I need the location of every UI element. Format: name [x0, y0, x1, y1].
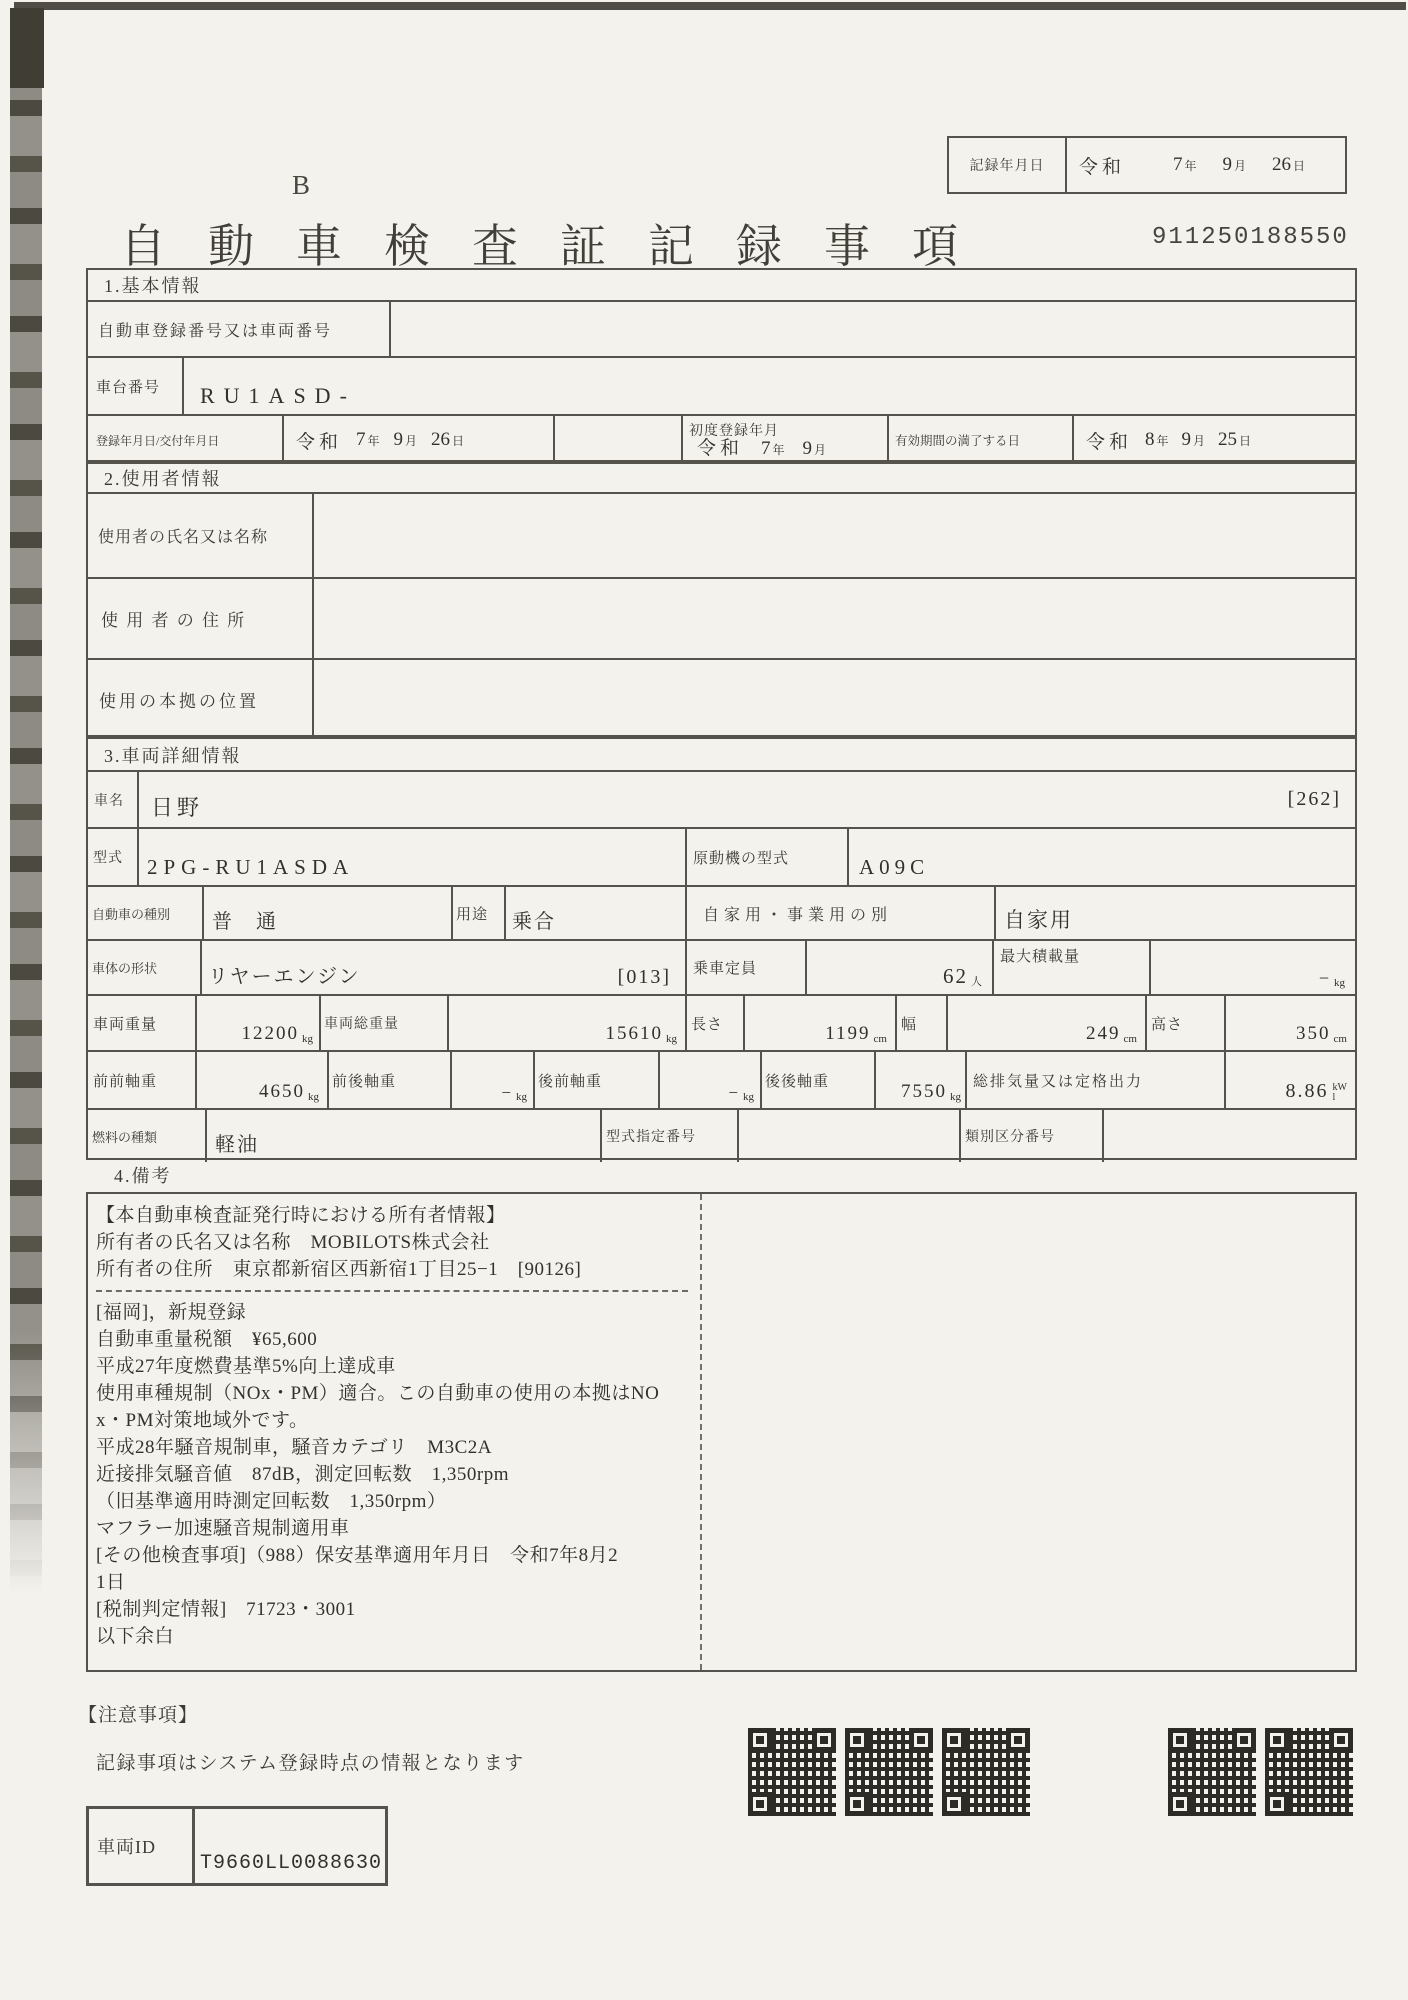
registration-number-label: 自動車登録番号又は車両番号: [98, 322, 333, 340]
month: 9: [393, 429, 404, 450]
base-location-label: 使用の本拠の位置: [99, 692, 259, 711]
qr-code: [942, 1728, 1030, 1816]
user-address-row: [88, 577, 1355, 658]
record-date-box: [947, 136, 1347, 194]
vehicle-id-box: [86, 1806, 388, 1886]
vehicle-weight-label: 車両重量: [93, 1016, 158, 1033]
day: 26: [431, 429, 451, 450]
front-front-axle-label: 前前軸重: [93, 1073, 158, 1090]
chassis-number-label: 車台番号: [96, 379, 161, 396]
month: 9: [802, 438, 813, 459]
width-value: 249: [1086, 1023, 1121, 1044]
remarks-separator: [96, 1290, 688, 1292]
scan-left-band-fade: [8, 1330, 46, 1660]
section2-heading: 2.使用者情報: [104, 469, 222, 489]
vehicle-id-value: T9660LL0088630: [200, 1852, 383, 1875]
qr-finder-icon: [812, 1728, 836, 1752]
qr-finder-icon: [942, 1728, 966, 1752]
month-unit: 月: [405, 434, 418, 448]
type-cert-number-label: 型式指定番号: [606, 1130, 696, 1145]
day: 25: [1218, 429, 1238, 450]
remark-line: 【本自動車検査証発行時における所有者情報】: [96, 1205, 506, 1226]
qr-finder-icon: [748, 1728, 772, 1752]
month: 9: [1181, 429, 1192, 450]
first-registration-label: 初度登録年月: [689, 424, 779, 439]
remarks-text: [96, 1202, 692, 1650]
rear-rear-axle-label: 後後軸重: [765, 1073, 830, 1090]
chassis-number-row: [88, 356, 1355, 414]
remark-line: 所有者の氏名又は名称 MOBILOTS株式会社: [96, 1232, 490, 1253]
remark-line: 自動車重量税額 ¥65,600: [96, 1329, 318, 1350]
max-load-unit: kg: [1334, 977, 1345, 989]
fuel-row: [88, 1108, 1355, 1162]
model-label: 型式: [93, 851, 123, 866]
length-value: 1199: [825, 1023, 871, 1044]
year-unit: 年: [367, 434, 380, 448]
remark-line: 近接排気騒音値 87dB，測定回転数 1,350rpm: [96, 1464, 510, 1485]
qr-code: [1168, 1728, 1256, 1816]
era: 令和: [697, 438, 744, 459]
displacement-unit-l: l: [1332, 1092, 1336, 1103]
vehicle-kind-value: 普 通: [212, 911, 278, 933]
seating-capacity-unit: 人: [971, 976, 982, 988]
vehicle-kind-row: [88, 885, 1355, 939]
qr-finder-icon: [942, 1792, 966, 1816]
use-value: 乗合: [512, 911, 556, 933]
model-value: 2PG-RU1ASDA: [147, 855, 355, 879]
vehicle-weight-unit: kg: [302, 1033, 313, 1045]
remark-line: 所有者の住所 東京都新宿区西新宿1丁目25−1 [90126]: [96, 1259, 582, 1280]
qr-finder-icon: [1329, 1728, 1353, 1752]
length-label: 長さ: [691, 1016, 724, 1033]
qr-finder-icon: [1265, 1728, 1289, 1752]
remark-line: [その他検査事項]（988）保安基準適用年月日 令和7年8月2: [96, 1545, 619, 1566]
model-row: [88, 827, 1355, 885]
max-load-label: 最大積載量: [1000, 949, 1081, 965]
qr-finder-icon: [1232, 1728, 1256, 1752]
remark-line: [税制判定情報] 71723・3001: [96, 1599, 356, 1620]
rear-front-axle-unit: kg: [743, 1091, 754, 1103]
engine-model-value: A09C: [859, 855, 930, 879]
vehicle-kind-label: 自動車の種別: [92, 906, 171, 922]
scan-top-edge: [14, 2, 1406, 10]
section3-heading: 3.車両詳細情報: [104, 745, 242, 766]
remark-line: 平成27年度燃費基準5%向上達成車: [96, 1356, 396, 1377]
user-address-label: 使 用 者 の 住 所: [101, 611, 247, 630]
seating-capacity-value: 62: [943, 964, 968, 988]
car-name-value: 日野: [151, 795, 204, 820]
remarks-divider: [700, 1194, 702, 1670]
qr-finder-icon: [1168, 1792, 1192, 1816]
first-registration-value: [697, 433, 826, 460]
displacement-unit-kw: kW: [1332, 1082, 1347, 1093]
displacement-units: [1333, 1083, 1347, 1103]
year-unit: 年: [1156, 434, 1169, 448]
seating-capacity-label: 乗車定員: [693, 961, 758, 977]
gross-weight-value: 15610: [605, 1023, 663, 1044]
document-number: 911250188550: [1152, 224, 1349, 251]
record-date-year: 7: [1173, 154, 1183, 175]
qr-finder-icon: [1168, 1728, 1192, 1752]
era: 令和: [1086, 431, 1133, 453]
day-unit: 日: [452, 434, 465, 448]
rear-rear-axle-unit: kg: [950, 1091, 961, 1103]
era: 令和: [296, 431, 343, 453]
expiry-date-label: 有効期間の満了する日: [895, 434, 1021, 448]
use-label: 用途: [456, 906, 489, 923]
car-name-label: 車名: [94, 793, 124, 809]
day-unit: 日: [1239, 434, 1252, 448]
front-rear-axle-unit: kg: [516, 1091, 527, 1103]
base-location-row: [88, 658, 1355, 739]
section1-heading: 1.基本情報: [104, 276, 202, 296]
record-date-day: 26: [1272, 154, 1292, 175]
year: 7: [761, 438, 771, 459]
registration-number-row: [88, 300, 1355, 356]
weight-row: [88, 994, 1355, 1050]
body-shape-value: リヤーエンジン: [208, 966, 361, 988]
qr-code: [845, 1728, 933, 1816]
body-shape-code: [013]: [617, 966, 671, 988]
displacement-value: 8.86: [1285, 1080, 1329, 1102]
width-unit: cm: [1123, 1033, 1137, 1045]
engine-model-label: 原動機の型式: [693, 850, 790, 867]
rear-front-axle-value: −: [728, 1083, 740, 1102]
qr-code: [1265, 1728, 1353, 1816]
remark-line: マフラー加速騒音規制適用車: [96, 1518, 350, 1539]
body-shape-row: [88, 939, 1355, 994]
class-number-label: 類別区分番号: [965, 1130, 1055, 1145]
fuel-type-label: 燃料の種類: [92, 1129, 158, 1145]
remark-line: （旧基準適用時測定回転数 1,350rpm）: [96, 1491, 447, 1512]
remark-line: 1日: [96, 1572, 126, 1593]
section-user-info: [86, 462, 1357, 737]
gross-weight-unit: kg: [666, 1033, 677, 1045]
front-front-axle-unit: kg: [308, 1091, 319, 1103]
qr-finder-icon: [845, 1728, 869, 1752]
section4-heading: 4.備考: [114, 1166, 172, 1186]
remark-line: 使用車種規制（NOx・PM）適合。この自動車の使用の本拠はNO: [96, 1383, 660, 1404]
remarks-box: [86, 1192, 1357, 1672]
record-date-month: 9: [1222, 154, 1233, 175]
chassis-number-value: RU1ASD-: [200, 383, 356, 408]
width-label: 幅: [901, 1016, 918, 1033]
private-business-value: 自家用: [1004, 908, 1073, 932]
qr-finder-icon: [1265, 1792, 1289, 1816]
month-unit: 月: [1234, 159, 1247, 173]
section-basic-info: [86, 268, 1357, 462]
dates-row: [88, 414, 1355, 464]
qr-finder-icon: [845, 1792, 869, 1816]
scan-left-band-corner: [10, 8, 44, 88]
front-rear-axle-label: 前後軸重: [332, 1073, 397, 1090]
rear-rear-axle-value: 7550: [901, 1081, 947, 1102]
private-business-label: 自家用・事業用の別: [703, 906, 893, 924]
year-unit: 年: [1184, 159, 1197, 173]
gross-weight-label: 車両総重量: [324, 1017, 399, 1032]
axle-weight-row: [88, 1050, 1355, 1108]
rear-front-axle-label: 後前軸重: [538, 1073, 603, 1090]
expiry-date-value: [1072, 416, 1355, 464]
form-mark: B: [292, 170, 311, 200]
remark-line: x・PM対策地域外です。: [96, 1410, 309, 1431]
front-rear-axle-value: −: [501, 1083, 513, 1102]
displacement-label: 総排気量又は定格出力: [973, 1073, 1144, 1090]
record-date-label: 記録年月日: [969, 159, 1045, 174]
month-unit: 月: [1193, 434, 1206, 448]
notice-text: 記録事項はシステム登録時点の情報となります: [96, 1753, 525, 1774]
registration-date-value: [282, 416, 553, 464]
qr-finder-icon: [909, 1728, 933, 1752]
year: 7: [356, 429, 366, 450]
month-unit: 月: [814, 443, 827, 457]
body-shape-label: 車体の形状: [92, 961, 158, 976]
page-title: 自動車検査証記録事項: [120, 221, 1000, 272]
section1-heading-row: [88, 270, 1355, 300]
length-unit: cm: [873, 1033, 887, 1045]
height-label: 高さ: [1151, 1016, 1184, 1033]
vehicle-weight-value: 12200: [241, 1023, 299, 1044]
section2-heading-row: [88, 464, 1355, 492]
remark-line: [福岡]，新規登録: [96, 1302, 247, 1323]
year-unit: 年: [772, 443, 785, 457]
height-unit: cm: [1333, 1033, 1347, 1045]
year: 8: [1145, 429, 1155, 450]
qr-finder-icon: [1006, 1728, 1030, 1752]
record-date-era: 令和: [1079, 156, 1126, 178]
user-name-label: 使用者の氏名又は名称: [98, 529, 269, 546]
registration-date-label: 登録年月日/交付年月日: [96, 433, 220, 448]
user-name-row: [88, 492, 1355, 577]
section3-heading-row: [88, 739, 1355, 770]
vehicle-id-label: 車両ID: [97, 1837, 156, 1857]
notice-heading: 【注意事項】: [78, 1705, 199, 1726]
max-load-value: −: [1318, 968, 1331, 988]
height-value: 350: [1296, 1023, 1331, 1044]
front-front-axle-value: 4650: [259, 1081, 305, 1102]
day-unit: 日: [1293, 159, 1306, 173]
car-name-row: [88, 770, 1355, 827]
qr-code: [748, 1728, 836, 1816]
qr-finder-icon: [748, 1792, 772, 1816]
section-vehicle-details: [86, 737, 1357, 1160]
remark-line: 平成28年騒音規制車，騒音カテゴリ M3C2A: [96, 1437, 493, 1458]
fuel-type-value: 軽油: [215, 1134, 259, 1156]
car-name-code: [262]: [1287, 788, 1341, 810]
remark-line: 以下余白: [96, 1626, 175, 1647]
